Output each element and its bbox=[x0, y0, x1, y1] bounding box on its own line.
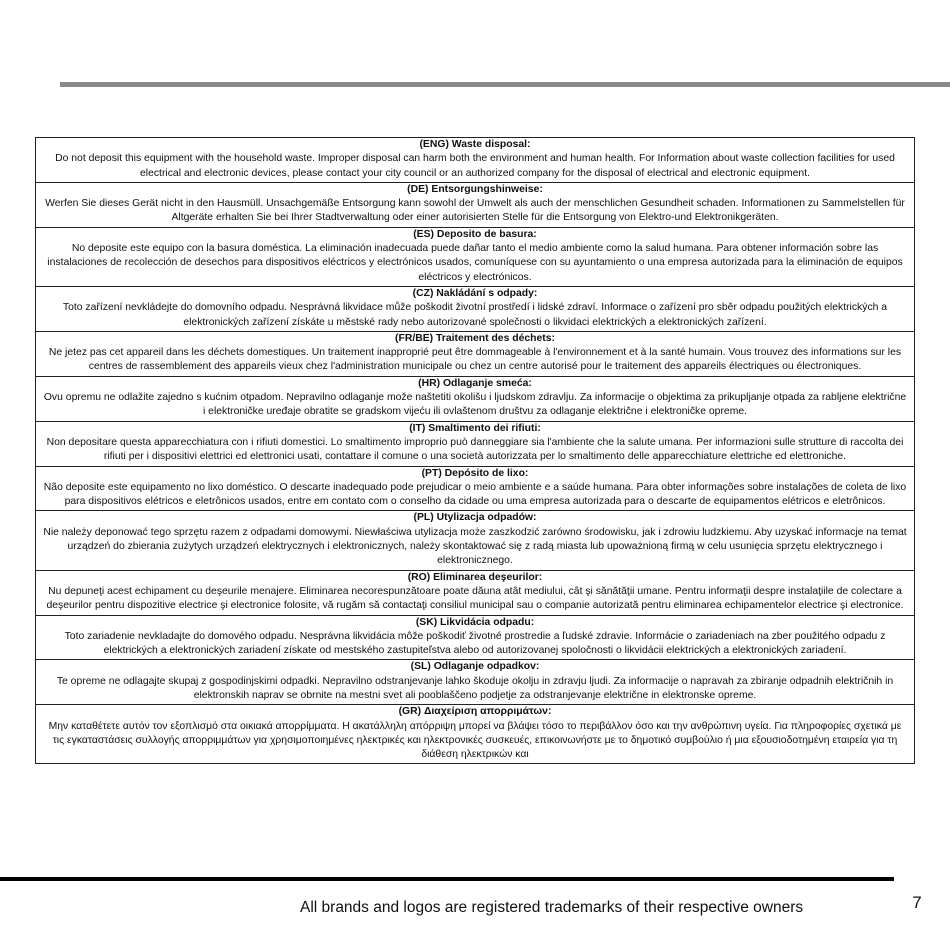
disposal-section-cell bbox=[36, 615, 915, 660]
waste-disposal-rows bbox=[36, 138, 915, 764]
section-title: (FR/BE) Traitement des déchets: bbox=[395, 332, 555, 344]
bottom-divider bbox=[0, 877, 894, 881]
section-title: (ENG) Waste disposal: bbox=[419, 139, 531, 150]
section-body: Toto zariadenie nevkladajte do domového odpadu. Nesprávna likvidácia môže poškodiť životné prostredie a ľudské zdravie. Informácie o zariadeniach na zber použitého odpadu z elektrických a elektronických zariadení získate od mestského zastupiteľstva alebo od autorizovanej spoločnosti o likvidácii elektrických a elektronických zariadení. bbox=[64, 630, 886, 657]
section-body: Nu depuneţi acest echipament cu deşeurile menajere. Eliminarea necorespunzătoare poate dăuna atât mediului, cât şi sănătăţii umane. Pentru informaţii despre instalaţiile de colectare a deşeurilor pentru dispozitive electrice şi electronice folosite, vă rugăm să contactaţi consiliul municipal sau o companie autorizată pentru eliminarea echipamentelor electrice şi electronice. bbox=[46, 585, 904, 612]
section-body: Nie należy deponować tego sprzętu razem z odpadami domowymi. Niewłaściwa utylizacja może zaszkodzić zarówno środowisku, jak i zdrowiu ludzkiemu. Aby uzyskać informacje na temat urządzeń do zbierania zużytych urządzeń elektrycznych i elektronicznych, należy skontaktować się z radą miasta lub upoważnioną firmą w celu usunięcia sprzętu elektrycznego i elektronicznego. bbox=[43, 526, 907, 567]
disposal-section-cell bbox=[36, 376, 915, 421]
disposal-section-row bbox=[36, 286, 915, 331]
top-divider bbox=[60, 82, 950, 87]
disposal-section-cell bbox=[36, 466, 915, 511]
disposal-section-row bbox=[36, 466, 915, 511]
disposal-section-row bbox=[36, 511, 915, 570]
section-title: (ES) Deposito de basura: bbox=[413, 228, 537, 240]
page-number: 7 bbox=[912, 893, 922, 912]
section-body: Non depositare questa apparecchiatura con i rifiuti domestici. Lo smaltimento improprio può danneggiare sia l'ambiente che la salute umana. Per informazioni sulle strutture di raccolta dei rifiuti per i dispositivi elettrici ed elettronici usati, contattare il comune o una società autorizzata per lo smaltimento delle apparecchiature elettriche ed elettroniche. bbox=[46, 436, 904, 463]
section-title: (DE) Entsorgungshinweise: bbox=[407, 183, 543, 195]
section-body: Não deposite este equipamento no lixo doméstico. O descarte inadequado pode prejudicar o meio ambiente e a saúde humana. Para obter informações sobre instalações de coleta de lixo para dispositivos elétricos e eletrônicos usados, entre em contato com o conselho da cidade ou uma empresa autorizada para o descarte de equipamentos elétricos e eletrônicos. bbox=[43, 481, 907, 508]
waste-disposal-table bbox=[35, 137, 915, 764]
section-body: Do not deposit this equipment with the household waste. Improper disposal can harm both the environment and human health. For Information about waste collection facilities for used electrical and electronic devices, please contact your city council or an authorized company for the disposal of electrical and electronic equipment. bbox=[55, 153, 895, 179]
section-body: Toto zařízení nevkládejte do domovního odpadu. Nesprávná likvidace může poškodit životní prostředí i lidské zdraví. Informace o zařízení pro sběr odpadu použitých elektrických a elektronických zařízení získáte u městské rady nebo autorizované společnosti o likvidaci elektrických a elektronických zařízení. bbox=[62, 302, 888, 328]
section-body: Ovu opremu ne odlažite zajedno s kućnim otpadom. Nepravilno odlaganje može naštetiti okolišu i ljudskom zdravlju. Za informacije o objektima za prikupljanje otpada za rabljene električne i elektroničke uređaje obratite se gradskom vijeću ili ovlaštenom društvu za odlaganje električne i elektroničke opreme. bbox=[43, 392, 907, 418]
disposal-section-row bbox=[36, 705, 915, 764]
section-body: Werfen Sie dieses Gerät nicht in den Hausmüll. Unsachgemäße Entsorgung kann sowohl der Umwelt als auch der menschlichen Gesundheit schaden. Informationen zu Sammelstellen für Altgeräte erhalten Sie bei Ihrer Stadtverwaltung oder einer autorisierten Stelle für die Entsorgung von Elektro-und Elektronikgeräten. bbox=[45, 198, 905, 224]
disposal-section-cell bbox=[36, 421, 915, 466]
disposal-section-row bbox=[36, 421, 915, 466]
section-title: (IT) Smaltimento dei rifiuti: bbox=[409, 422, 541, 434]
section-title: (SL) Odlaganje odpadkov: bbox=[410, 661, 540, 673]
disposal-section-cell bbox=[36, 511, 915, 570]
disposal-section-cell bbox=[36, 138, 915, 183]
disposal-section-cell bbox=[36, 182, 915, 227]
section-body: Μην καταθέτετε αυτόν τον εξοπλισμό στα οικιακά απορρίμματα. Η ακατάλληλη απόρριψη μπορεί να βλάψει τόσο το περιβάλλον όσο και την ανθρώπινη υγεία. Για πληροφορίες σχετικά με τις εγκαταστάσεις συλλογής απορριμμάτων για χρησιμοποιημένες ηλεκτρικές και ηλεκτρονικές συσκευές, επικοινωνήστε με το δημοτικό συμβούλιο ή μια εξουσιοδοτημένη εταιρεία για τη διάθεση ηλεκτρικών και bbox=[48, 720, 902, 761]
trademark-note: All brands and logos are registered trademarks of their respective owners bbox=[300, 899, 804, 916]
section-body: Te opreme ne odlagajte skupaj z gospodinjskimi odpadki. Nepravilno odstranjevanje lahko škoduje okolju in zdravju ljudi. Za informacije o napravah za zbiranje odpadnih električnih in elektronskih naprav se obrnite na mestni svet ali pooblaščeno podjetje za odstranjevanje električne in elektronske opreme. bbox=[56, 675, 894, 701]
disposal-section-cell bbox=[36, 331, 915, 376]
section-body: Ne jetez pas cet appareil dans les déchets domestiques. Un traitement inapproprié peut être dommageable à l'environnement et à la santé humain. Vous trouvez des informations sur les centres de rassemblement des appareils vieux chez l'administration municipale ou chez un centre autorisé pour le traitement des appareils électriques ou électroniques. bbox=[48, 347, 902, 373]
section-title: (PT) Depósito de lixo: bbox=[421, 467, 529, 479]
disposal-section-row bbox=[36, 331, 915, 376]
disposal-section-row bbox=[36, 660, 915, 705]
section-title: (HR) Odlaganje smeća: bbox=[418, 377, 532, 389]
disposal-section-row bbox=[36, 570, 915, 615]
section-title: (SK) Likvidácia odpadu: bbox=[415, 616, 535, 628]
section-title: (CZ) Nakládání s odpady: bbox=[412, 287, 538, 299]
disposal-section-cell bbox=[36, 286, 915, 331]
disposal-section-row bbox=[36, 615, 915, 660]
section-title: (RO) Eliminarea deşeurilor: bbox=[407, 571, 543, 583]
section-title: (GR) Διαχείριση απορριμάτων: bbox=[398, 706, 552, 718]
disposal-section-cell bbox=[36, 660, 915, 705]
disposal-section-row bbox=[36, 138, 915, 183]
disposal-section-cell bbox=[36, 705, 915, 764]
disposal-section-row bbox=[36, 376, 915, 421]
disposal-section-cell bbox=[36, 570, 915, 615]
section-body: No deposite este equipo con la basura doméstica. La eliminación inadecuada puede dañar tanto el medio ambiente como la salud humana. Para obtener información sobre las instalaciones de recolección de desechos para dispositivos eléctricos y electrónicos usados, comuníquese con su ayuntamiento o una empresa autorizada para la eliminación de equipos eléctricos y electrónicos. bbox=[47, 243, 903, 283]
disposal-section-cell bbox=[36, 227, 915, 286]
disposal-section-row bbox=[36, 227, 915, 286]
section-title: (PL) Utylizacja odpadów: bbox=[413, 512, 537, 524]
disposal-section-row bbox=[36, 182, 915, 227]
